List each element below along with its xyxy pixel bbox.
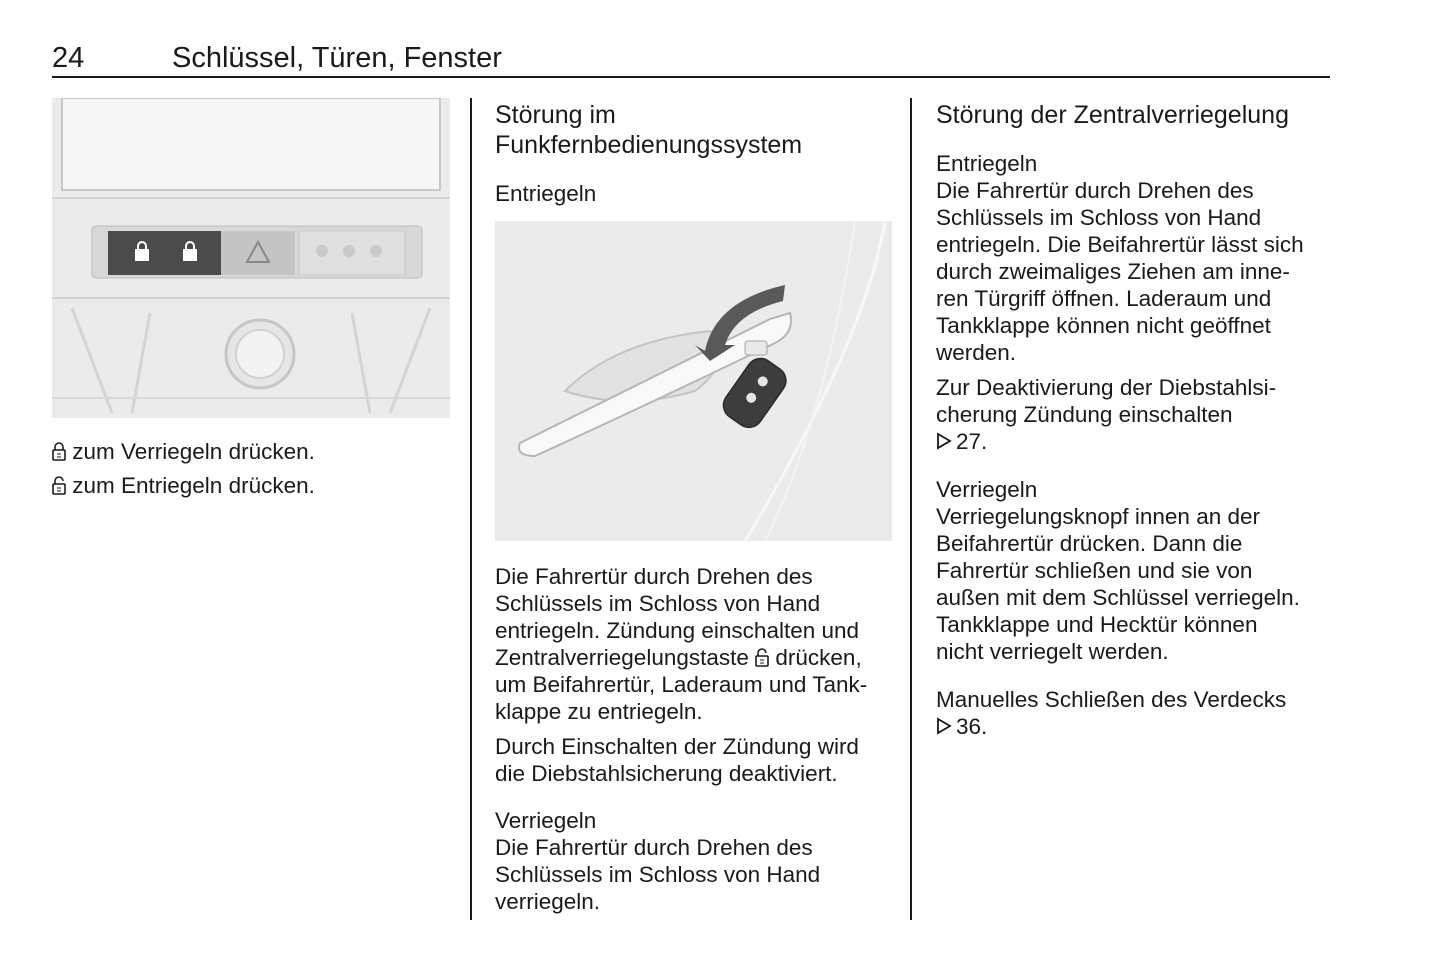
column-1 xyxy=(52,98,450,499)
subheading-entriegeln: Entriegeln xyxy=(495,181,597,206)
page-reference[interactable]: 27. xyxy=(956,429,988,454)
paragraph-lock-manual: Die Fahrertür durch Drehen des Schlüssels im Schloss von Hand verriegeln. xyxy=(495,835,821,914)
section-heading: Störung der Zentralverriegelung xyxy=(936,101,1289,129)
lock-instruction: zum Verriegeln drücken. xyxy=(52,438,450,465)
lock-closed-icon xyxy=(52,441,66,461)
column-divider xyxy=(910,98,912,920)
paragraph-ignition: Durch Einschalten der Zündung wird die Diebstahlsicherung deaktiviert. xyxy=(495,734,859,786)
section-heading: Störung im Funkfernbedienungssystem xyxy=(495,101,803,159)
page-number: 24 xyxy=(52,42,85,74)
lock-open-icon xyxy=(755,647,769,667)
subheading-entriegeln: Entriegeln xyxy=(936,151,1038,176)
page-reference[interactable]: 36. xyxy=(956,714,988,739)
display-screen xyxy=(62,98,440,190)
column-divider xyxy=(470,98,472,920)
paragraph-antitheft: Zur Deaktivierung der Diebstahlsi‑ cherung Zündung einschalten 27. xyxy=(936,375,1277,454)
passenger-icon xyxy=(370,245,382,257)
page-header xyxy=(52,40,1330,78)
paragraph-verdeck-ref xyxy=(936,713,1336,740)
unlock-instruction: zum Entriegeln drücken. xyxy=(52,472,450,499)
subheading-verriegeln: Verriegeln xyxy=(936,477,1038,502)
subheading-verriegeln: Verriegeln xyxy=(495,808,597,833)
subheading-verdeck: Manuelles Schließen des Verdecks xyxy=(936,687,1287,712)
lock-open-icon xyxy=(52,475,66,495)
door-handle-key-illustration xyxy=(495,221,892,541)
lock-button-panel xyxy=(108,231,221,275)
paragraph-unlock-manual: Die Fahrertür durch Drehen des Schlüssels im Schloss von Hand entriegeln. Zündung einschalten und Zentralverriegelungstaste drücken, um Beifahrertür, Laderaum und Tank‑ klappe zu entriegeln. xyxy=(495,564,868,724)
dashboard-lock-buttons-illustration xyxy=(52,98,450,418)
page-reference-arrow-icon xyxy=(936,432,952,450)
paragraph-lock-manual: Verriegelungsknopf innen an der Beifahrertür drücken. Dann die Fahrertür schließen und sie von außen mit dem Schlüssel verriegeln. Tankklappe und Hecktür können nicht verriegelt werden. xyxy=(936,504,1300,664)
hazard-button xyxy=(221,231,295,275)
paragraph-unlock-manual: Die Fahrertür durch Drehen des Schlüssels im Schloss von Hand entriegeln. Die Beifahrertür lässt sich durch zweimaliges Ziehen am inne‑ ren Türgriff öffnen. Laderaum und Tankklappe können nicht geöffnet werden. xyxy=(936,178,1304,365)
seatbelt-icon xyxy=(343,245,355,257)
page-reference-arrow-icon xyxy=(936,717,952,735)
column-3 xyxy=(936,98,1336,740)
column-2 xyxy=(495,98,890,915)
chapter-title: Schlüssel, Türen, Fenster xyxy=(172,42,502,74)
airbag-icon xyxy=(316,245,328,257)
